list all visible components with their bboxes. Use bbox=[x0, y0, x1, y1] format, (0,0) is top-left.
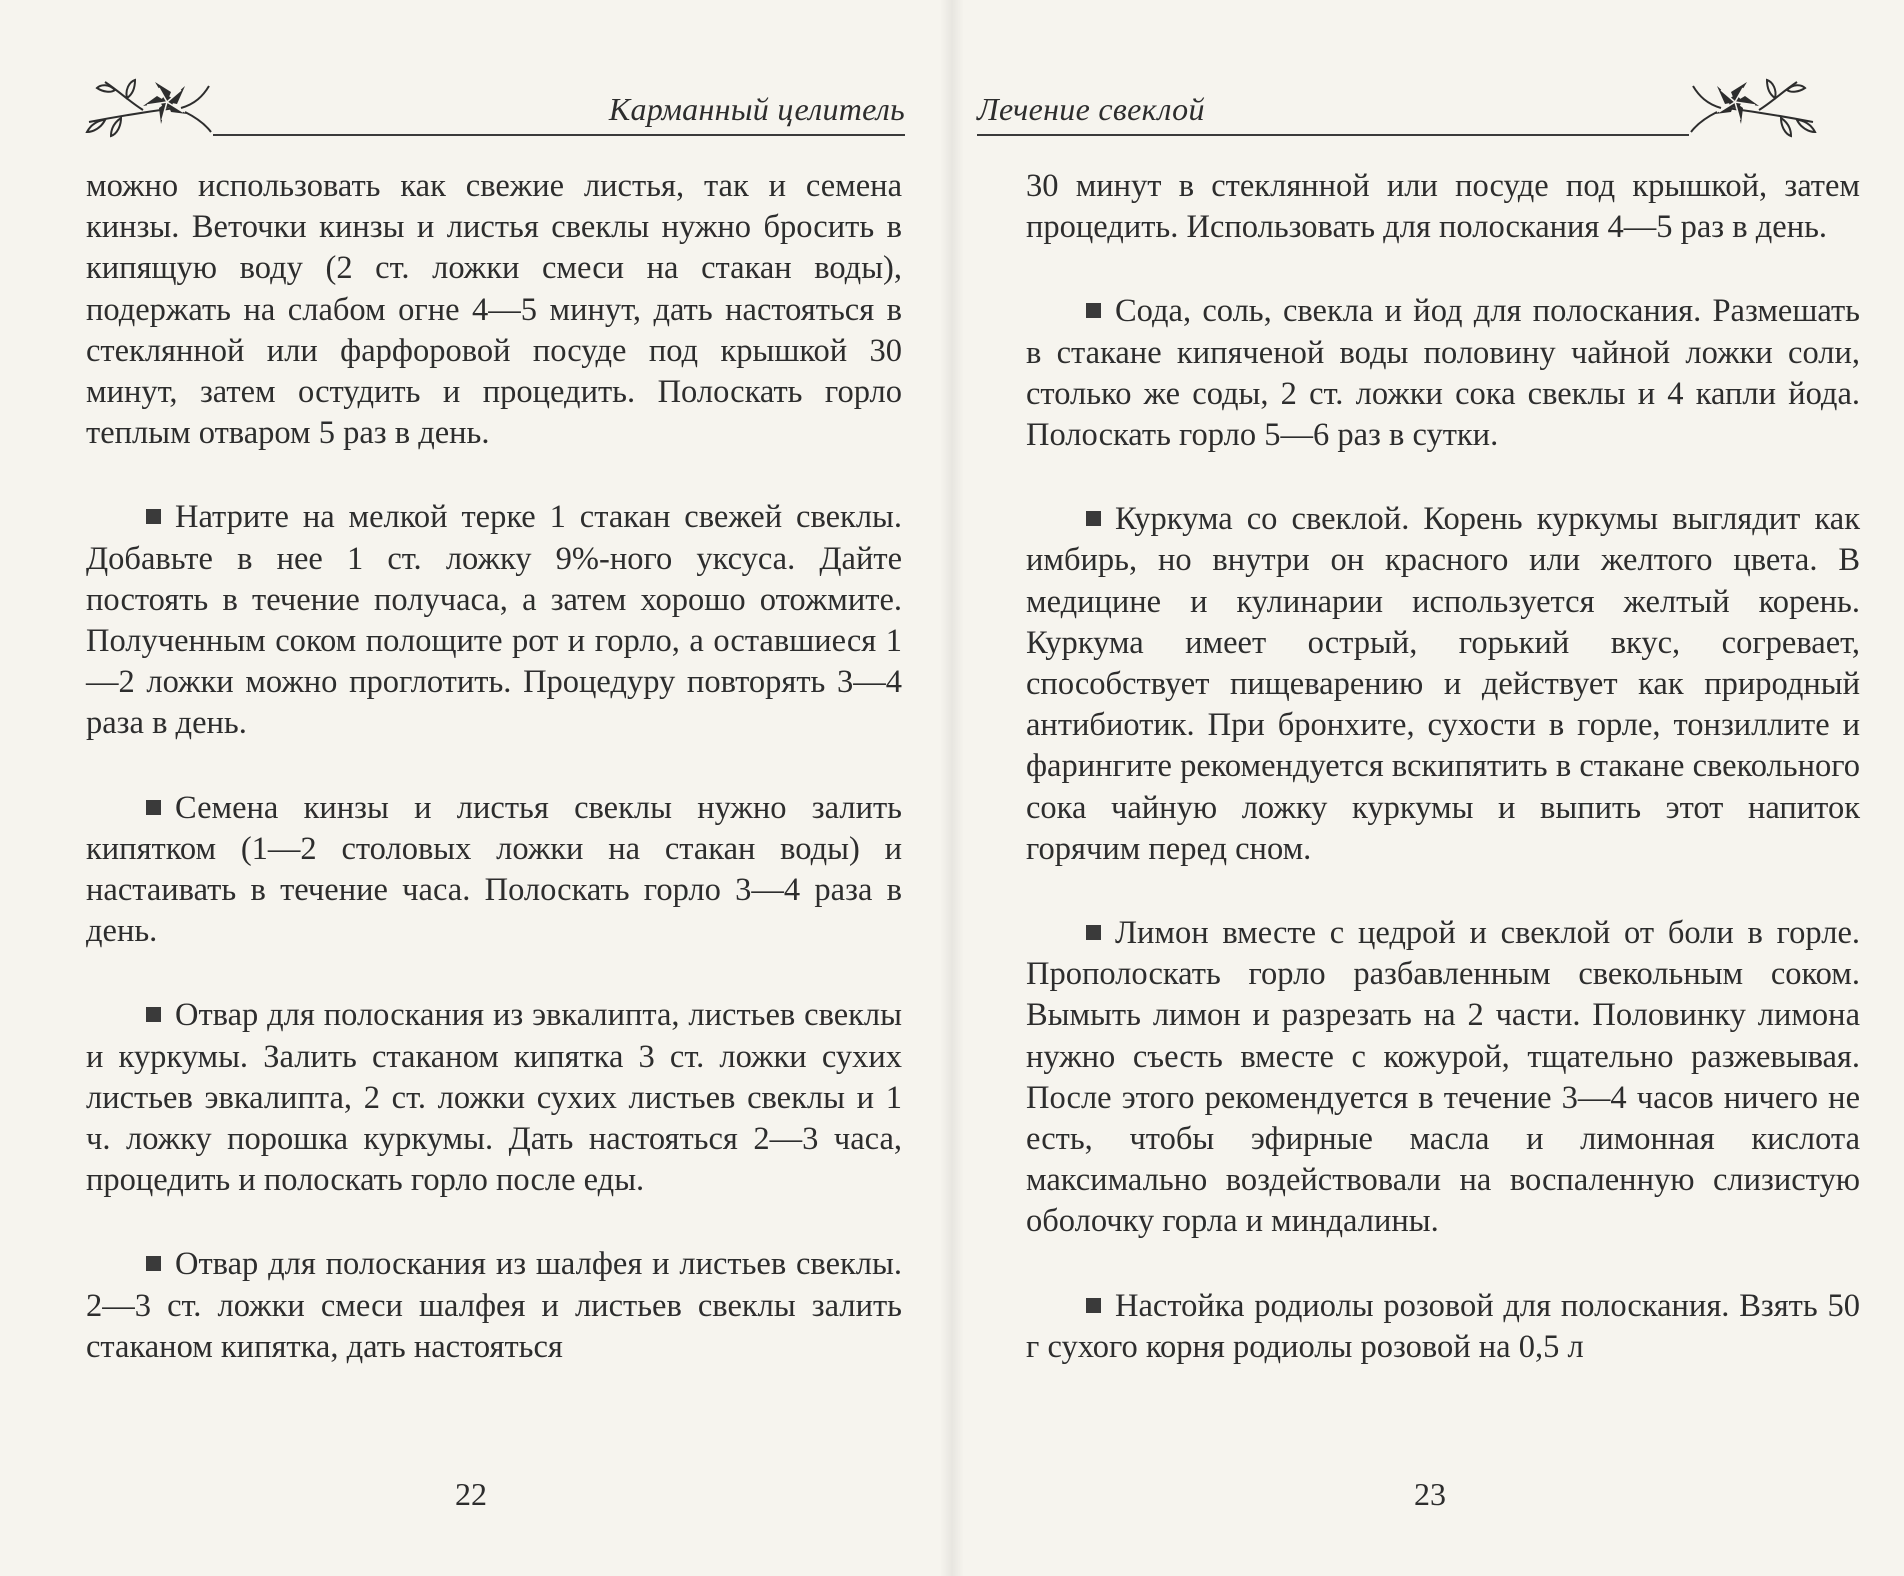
paragraph: можно использовать как свежие листья, так и семена кинзы. Веточки кинзы и листья свеклы нужно бросить в кипящую воду (2 ст. ложки смеси на стакан воды), подержать на слабом огне 4—5 минут, дать настояться в стеклянной или фарфоровой посуде под крышкой 30 минут, затем остудить и процедить. Полоскать горло теплым отваром 5 раз в день. bbox=[86, 168, 902, 452]
left-page-text bbox=[86, 166, 902, 1411]
paragraph bbox=[86, 1244, 902, 1368]
square-bullet-icon bbox=[1086, 1298, 1101, 1313]
header-rule bbox=[213, 134, 905, 136]
square-bullet-icon bbox=[146, 800, 161, 815]
right-page-header bbox=[977, 62, 1817, 142]
square-bullet-icon bbox=[1086, 925, 1101, 940]
header-rule bbox=[977, 134, 1689, 136]
paragraph-text: Отвар для полоскания из эвкалипта, листьев свеклы и куркумы. Залить стаканом кипятка 3 ст. ложки сухих листьев эвкалипта, 2 ст. ложки сухих листьев свеклы и 1 ч. ложку порошка куркумы. Дать настояться 2—3 часа, процедить и полоскать горло после еды. bbox=[86, 997, 902, 1199]
paragraph bbox=[1026, 913, 1860, 1243]
square-bullet-icon bbox=[146, 1007, 161, 1022]
square-bullet-icon bbox=[146, 509, 161, 524]
paragraph bbox=[1026, 499, 1860, 870]
left-page-header bbox=[85, 62, 905, 142]
paragraph: 30 минут в стеклянной или посуде под крышкой, затем процедить. Использовать для полоскания 4—5 раз в день. bbox=[1026, 168, 1860, 246]
paragraph-text: Натрите на мелкой терке 1 стакан свежей свеклы. Добавьте в нее 1 ст. ложку 9%-ного уксуса. Дайте постоять в течение получаса, а затем хорошо отожмите. Полученным соком полощите рот и горло, а оставшиеся 1—2 ложки можно проглотить. Процедуру повторять 3—4 раза в день. bbox=[86, 499, 902, 742]
right-page-text bbox=[1026, 166, 1860, 1411]
paragraph bbox=[1026, 1286, 1860, 1368]
square-bullet-icon bbox=[146, 1256, 161, 1271]
paragraph-text: Семена кинзы и листья свеклы нужно залить кипятком (1—2 столовых ложки на стакан воды) и настаивать в течение часа. Полоскать горло 3—4 раза в день. bbox=[86, 789, 902, 950]
paragraph bbox=[86, 497, 902, 744]
paragraph bbox=[1026, 291, 1860, 456]
paragraph bbox=[86, 995, 902, 1201]
paragraph bbox=[86, 788, 902, 953]
paragraph-text: Сода, соль, свекла и йод для полоскания. Размешать в стакане кипяченой воды половину чайной ложки соли, столько же соды, 2 ст. ложки сока свеклы и 4 капли йода. Полоскать горло 5—6 раз в сутки. bbox=[1026, 293, 1860, 454]
square-bullet-icon bbox=[1086, 511, 1101, 526]
right-page bbox=[952, 0, 1904, 1576]
running-title: Лечение свеклой bbox=[977, 91, 1205, 127]
square-bullet-icon bbox=[1086, 303, 1101, 318]
paragraph-text: Настойка родиолы розовой для полоскания. Взять 50 г сухого корня родиолы розовой на 0,5 л bbox=[1026, 1287, 1860, 1365]
flower-ornament-icon bbox=[1689, 62, 1817, 142]
running-title: Карманный целитель bbox=[608, 91, 905, 127]
paragraph-text: Лимон вместе с цедрой и свеклой от боли в горле. Прополоскать горло разбавленным свекольным соком. Вымыть лимон и разрезать на 2 части. Половинку лимона нужно съесть вместе с кожурой, тщательно разжевывая. После этого рекомендуется в течение 3—4 часов ничего не есть, чтобы эфирные масла и лимонная кислота максимально воздействовали на воспаленную слизистую оболочку горла и миндалины. bbox=[1026, 915, 1860, 1240]
page-number: 22 bbox=[455, 1476, 487, 1512]
flower-ornament-icon bbox=[85, 62, 213, 142]
paragraph-text: Куркума со свеклой. Корень куркумы выглядит как имбирь, но внутри он красного или желтого цвета. В медицине и кулинарии используется желтый корень. Куркума имеет острый, горький вкус, согревает, способствует пищеварению и действует как природный антибиотик. При бронхите, сухости в горле, тонзиллите и фарингите рекомендуется вскипятить в стакане свекольного сока чайную ложку куркумы и выпить этот напиток горячим перед сном. bbox=[1026, 501, 1860, 867]
paragraph-text: Отвар для полоскания из шалфея и листьев свеклы. 2—3 ст. ложки смеси шалфея и листьев свеклы залить стаканом кипятка, дать настояться bbox=[86, 1246, 902, 1365]
page-number: 23 bbox=[1414, 1476, 1446, 1512]
